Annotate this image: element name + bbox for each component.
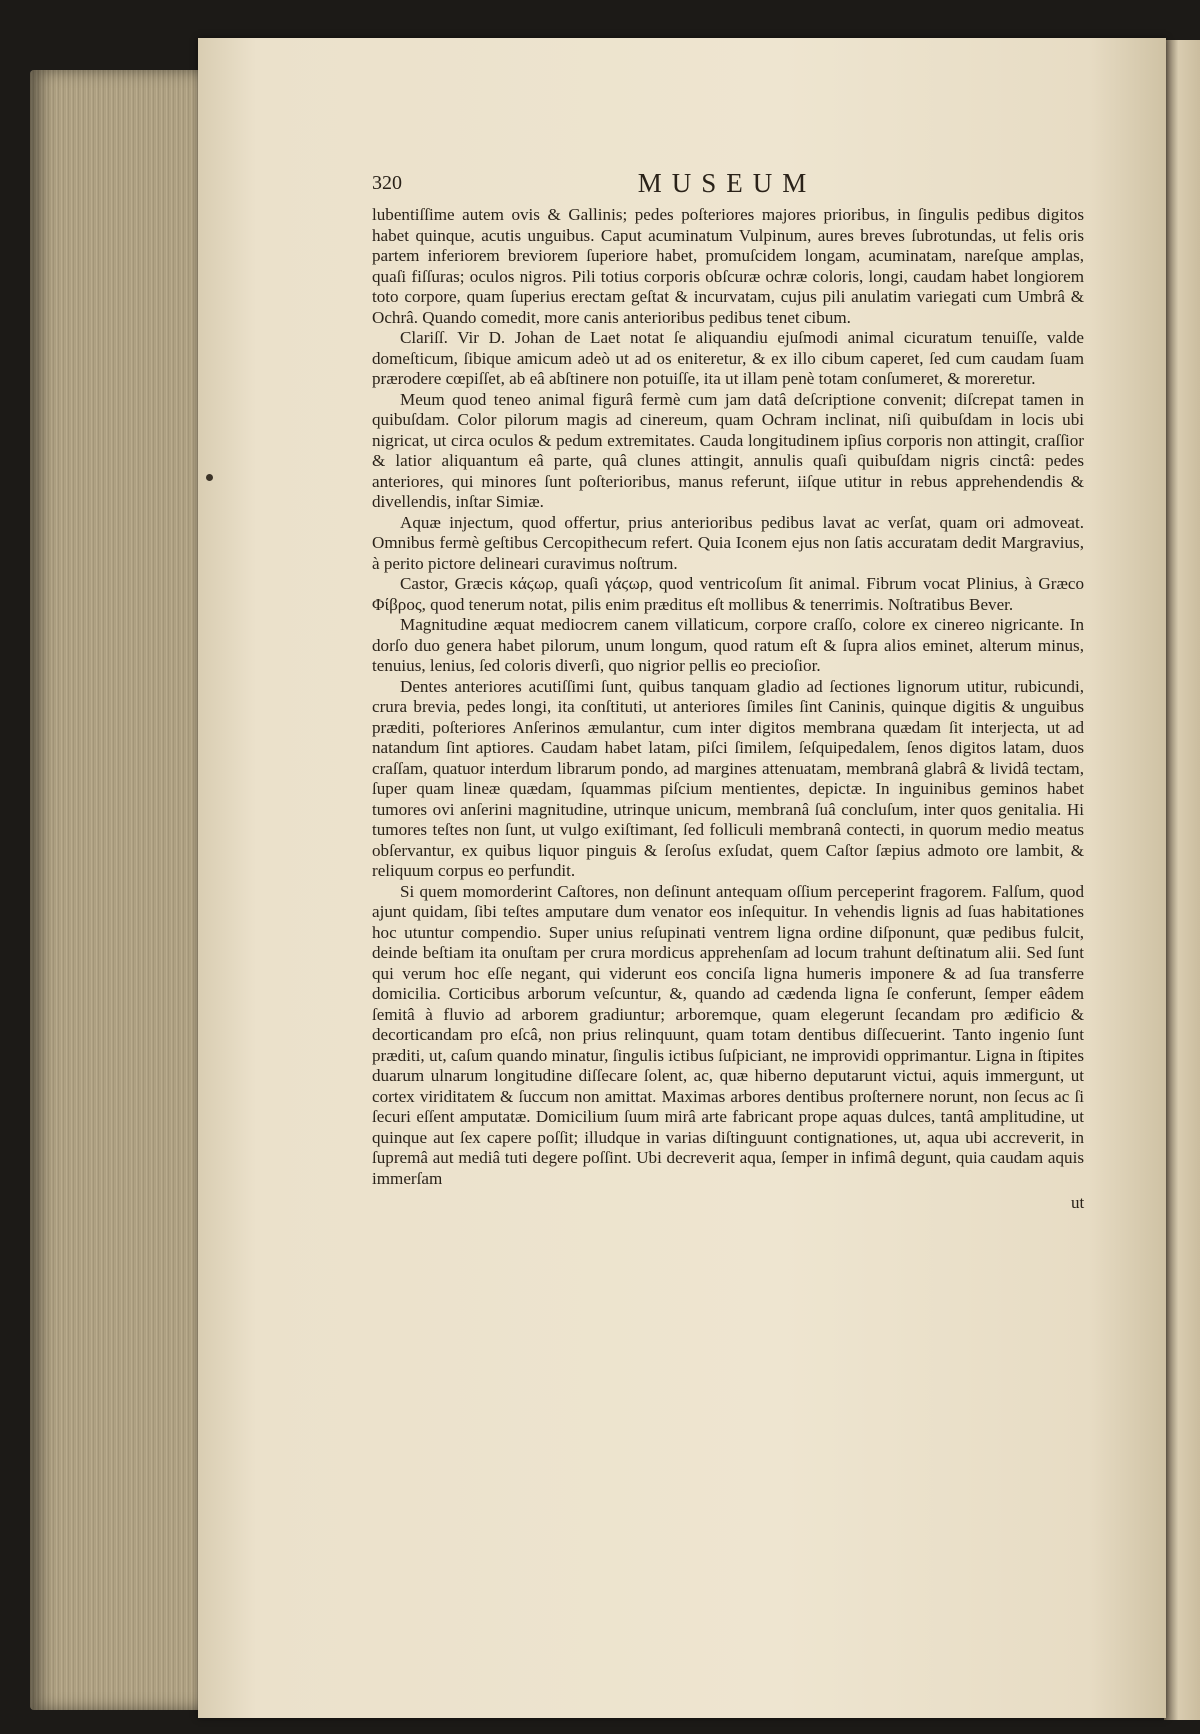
paragraph: Dentes anteriores acutiſſimi ſunt, quibus tanquam gladio ad ſectiones lignorum utitur, rubicundi, crura brevia, pedes longi, ita conſtituti, ut anteriores ſimiles ſint Caninis, quinque digitis & unguibus præditi, poſteriores Anſerinos æmulantur, cum inter digitos membrana quædam ſit interjecta, ut ad natandum ſint aptiores. Caudam habet latam, piſci ſimilem, ſeſquipedalem, ſenos digitos latam, duos craſſam, quatuor interdum librarum pondo, ad margines attenuatam, membranâ glabrâ & lividâ tectam, ſuper quam lineæ quædam, ſquammas piſcium mentientes, depictæ. In inguinibus geminos habet tumores ovi anſerini magnitudine, utrinque unicum, membranâ ſuâ concluſum, inter quos genitalia. Hi tumores teſtes non ſunt, ut vulgo exiſtimant, ſed folliculi membranâ contecti, in quorum medio meatus obſervantur, ex quibus liquor pinguis & ſeroſus exſudat, quem Caſtor ſæpius admoto ore lambit, & reliquum corpus eo perfundit.	[372, 676, 1084, 880]
paragraph: lubentiſſime autem ovis & Gallinis; pedes poſteriores majores prioribus, in ſingulis pedibus digitos habet quinque, acutis unguibus. Caput acuminatum Vulpinum, aures breves ſubrotundas, ut felis oris partem inferiorem breviorem ſuperiore habet, promuſcidem longam, acuminatam, nareſque amplas, quaſi fiſſuras; oculos nigros. Pili totius corporis obſcuræ ochræ coloris, longi, caudam habet longiorem toto corpore, quam ſuperius erectam geſtat & incurvatam, cujus pili anulatim variegati cum Umbrâ & Ochrâ. Quando comedit, more canis anterioribus pedibus tenet cibum.	[372, 205, 1084, 327]
paragraph: Magnitudine æquat mediocrem canem villaticum, corpore craſſo, colore ex cinereo nigricante. In dorſo duo genera habet pilorum, unum longum, quod ratum eſt & ſupra alios eminet, alterum minus, tenuius, lenius, ſed coloris diverſi, quo nigrior pellis eo precioſior.	[372, 615, 1084, 675]
page-header	[372, 168, 1082, 202]
catchword: ut	[1071, 1193, 1085, 1212]
paragraph: Clariſſ. Vir D. Johan de Laet notat ſe aliquandiu ejuſmodi animal cicuratum tenuiſſe, valde domeſticum, ſibique amicum adeò ut ad os eniteretur, & ex illo cibum caperet, ſed cum caudam ſuam prærodere cœpiſſet, ab eâ abſtinere non potuiſſe, ita ut illam penè totam conſumeret, & moreretur.	[372, 328, 1084, 388]
paragraph: Castor, Græcis κάϛωρ, quaſi γάϛωρ, quod ventricoſum ſit animal. Fibrum vocat Plinius, à Græco Φίβρος, quod tenerum notat, pilis enim præditus eſt mollibus & tenerrimis. Noſtratibus Bever.	[372, 574, 1084, 614]
facing-page-edge	[1164, 40, 1200, 1720]
page-number: 320	[372, 172, 402, 194]
paragraph: Aquæ injectum, quod offertur, prius anterioribus pedibus lavat ac verſat, quam ori admoveat. Omnibus fermè geſtibus Cercopithecum refert. Quia Iconem ejus non ſatis accuratam dedit Margravius, à perito pictore delineari curavimus noſtrum.	[372, 512, 1084, 573]
margin-mark	[206, 474, 213, 481]
running-head: MUSEUM	[637, 168, 817, 198]
book-fore-edge	[30, 70, 210, 1710]
paragraph: Meum quod teneo animal figurâ fermè cum jam datâ deſcriptione convenit; diſcrepat tamen in quibuſdam. Color pilorum magis ad cinereum, quam Ochram inclinat, niſi quibuſdam in locis ubi nigricat, ut circa oculos & pedum extremitates. Cauda longitudinem ipſius corporis non attingit, craſſior & latior aliquantum eâ parte, quâ clunes attingit, annulis quaſi quibuſdam nigris cinctâ: pedes anteriores, qui minores ſunt poſterioribus, manus referunt, iiſque utitur in rebus apprehendendis & divellendis, inſtar Simiæ.	[372, 389, 1084, 511]
paragraph: Si quem momorderint Caſtores, non deſinunt antequam oſſium perceperint fragorem. Falſum, quod ajunt quidam, ſibi teſtes amputare dum venator eos inſequitur. In vehendis lignis ad ſuas habitationes hoc utuntur compendio. Super unius reſupinati ventrem ligna ordine diſponunt, quæ pedibus fulcit, deinde beſtiam ita onuſtam per crura mordicus apprehenſam ad locum trahunt deſtinatum alii. Sed ſunt qui verum hoc eſſe negant, qui viderunt eos conciſa ligna humeris imponere & ad ſua transferre domicilia. Corticibus arborum veſcuntur, &, quando ad cædenda ligna ſe conferunt, ſemper eâdem ſemitâ à fluvio ad arborem gradiuntur; arboremque, quam elegerunt ſecandam pro ædificio & decorticandam pro eſcâ, non prius relinquunt, quam totam dentibus diſſecuerint. Tanto ingenio ſunt præditi, ut, caſum quando minatur, ſingulis ictibus ſuſpiciant, ne improvidi opprimantur. Ligna in ſtipites duarum ulnarum longitudine diſſecare ſolent, ac, quæ hiberno deputarunt victui, aquis immergunt, ut cortex viriditatem & ſuccum non amittat. Maximas arbores dentibus proſternere norunt, non ſecus ac ſi ſecuri eſſent amputatæ. Domicilium ſuum mirâ arte fabricant prope aquas dulces, tantâ amplitudine, ut quinque aut ſex capere poſſit; illudque in varias diſtinguunt contignationes, ut, aqua ubi accreverit, in ſupremâ aut mediâ tuti degere poſſint. Ubi decreverit aqua, ſemper in infimâ degunt, quia caudam aquis immerſam	[372, 881, 1084, 1188]
body-text	[372, 205, 1084, 1189]
